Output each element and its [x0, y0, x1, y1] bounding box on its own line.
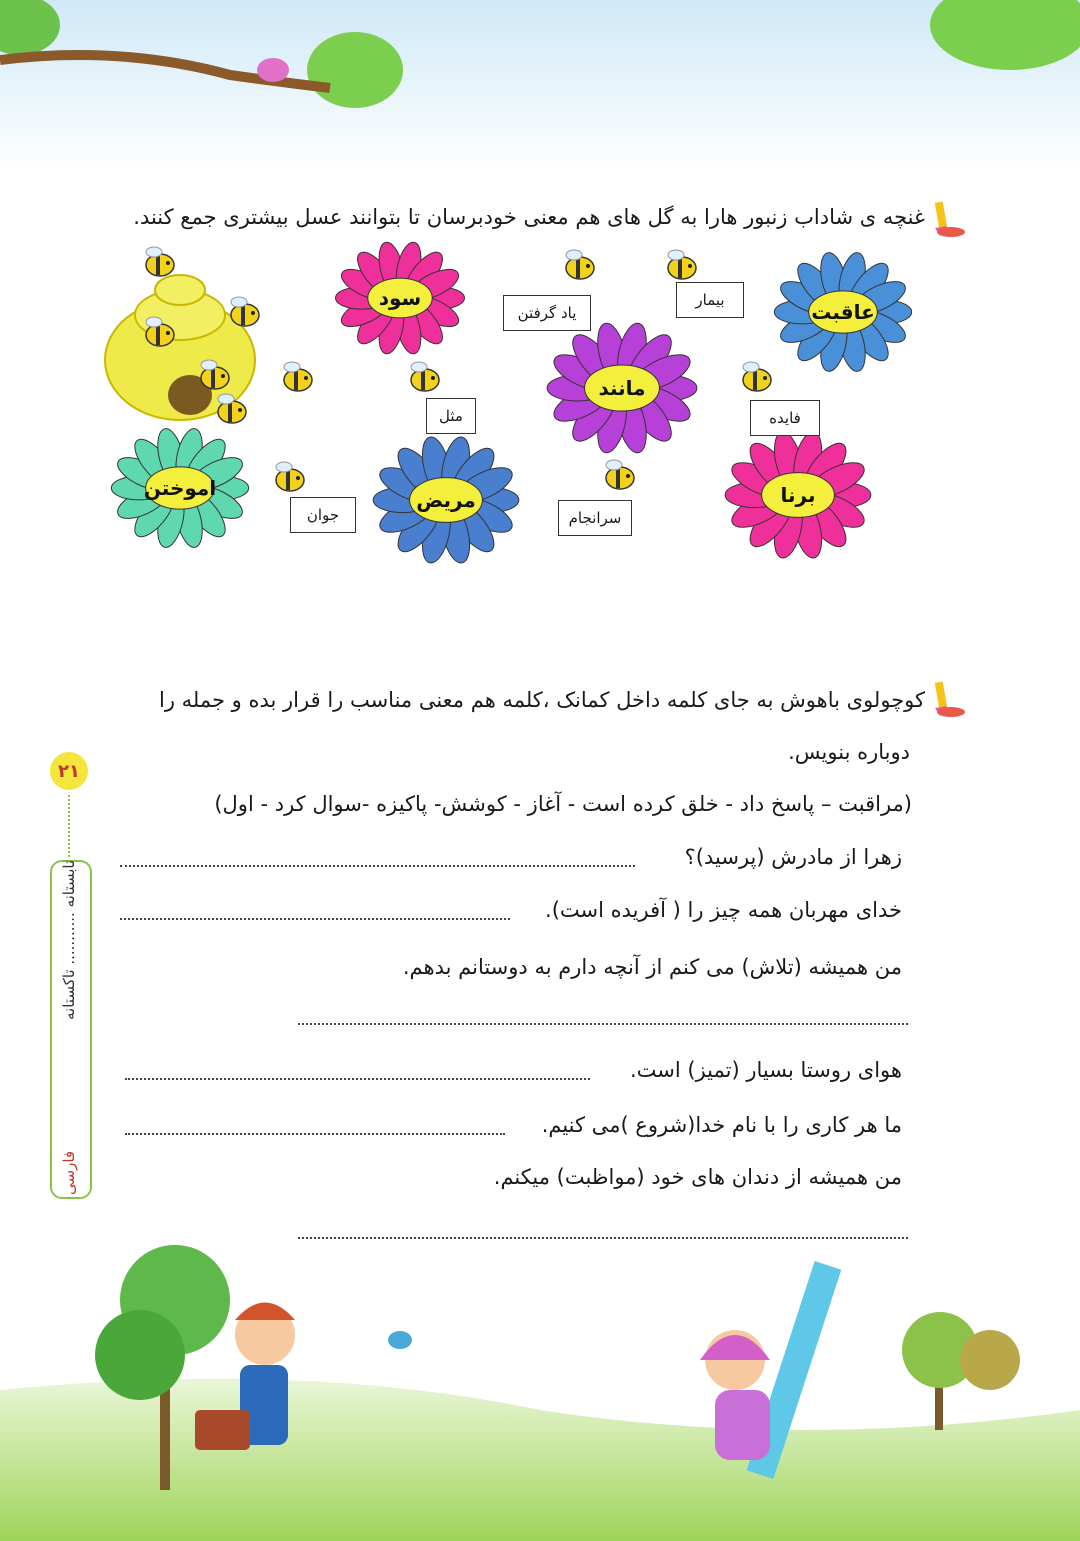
bee-word-box[interactable]: جوان	[290, 497, 356, 533]
answer-line-1[interactable]	[120, 865, 635, 867]
answer-line-4[interactable]	[125, 1078, 590, 1080]
exercise1-instruction: غنچه ی شاداب زنبور هارا به گل های هم معنی خودبرسان تا بتوانند عسل بیشتری جمع کنند.	[133, 205, 925, 229]
sentence-1: زهرا از مادرش (پرسید)؟	[684, 845, 902, 869]
flower-label: برنا	[780, 483, 816, 507]
sentence-2: خدای مهربان همه چیز را ( آفریده است).	[545, 898, 902, 922]
flower[interactable]	[336, 240, 465, 356]
bee-icon	[276, 462, 304, 491]
leaf-cluster-left	[0, 0, 60, 55]
page-number-badge: ۲۱	[50, 752, 88, 790]
exercise2-instruction: کوچولوی باهوش به جای کلمه داخل کمانک ،کلمه هم معنی مناسب را قرار بده و جمله را	[159, 688, 925, 712]
bee-word-box[interactable]: بیمار	[676, 282, 744, 318]
answer-line-2[interactable]	[120, 918, 510, 920]
sidebar-connector	[68, 795, 70, 857]
bee-word-box[interactable]: مثل	[426, 398, 476, 434]
bee-word-box[interactable]: سرانجام	[558, 500, 632, 536]
bee-icon	[218, 394, 246, 423]
flower-label: مانند	[598, 376, 646, 400]
word-bank: (مراقبت – پاسخ داد - خلق کرده است - آغاز - کوشش- پاکیزه -سوال کرد - اول)	[214, 792, 912, 816]
sentence-4: هوای روستا بسیار (تمیز) است.	[630, 1058, 902, 1082]
leaf-cluster-mid	[307, 32, 403, 108]
pencil-icon	[925, 198, 965, 238]
bee-icon	[411, 362, 439, 391]
bee-icon	[284, 362, 312, 391]
sidebar-label: تابستانه ........... تاکستانه	[60, 860, 78, 1021]
sentence-5: ما هر کاری را با نام خدا(شروع )می کنیم.	[541, 1113, 902, 1137]
answer-line-6[interactable]	[298, 1237, 908, 1239]
flower[interactable]	[547, 321, 697, 456]
flower[interactable]	[373, 434, 519, 565]
sidebar-text	[50, 860, 88, 1195]
answer-line-3[interactable]	[298, 1023, 908, 1025]
exercise2-instruction-cont: دوباره بنویس.	[788, 740, 910, 764]
flower-label: مریض	[416, 488, 476, 512]
bird-icon	[257, 58, 289, 82]
flower-label: اموختن	[143, 476, 217, 500]
bee-icon	[566, 250, 594, 279]
bird-icon	[388, 1331, 412, 1349]
flower-label: عاقبت	[811, 300, 875, 324]
branch-bird-illustration	[0, 0, 1080, 170]
flower[interactable]	[111, 426, 248, 550]
bee-word-box[interactable]: یاد گرفتن	[503, 295, 591, 331]
bee-icon	[146, 247, 174, 276]
children-meadow-illustration	[0, 1240, 1080, 1541]
flower[interactable]	[774, 250, 911, 374]
sentence-3: من همیشه (تلاش) می کنم از آنچه دارم به دوستانم بدهم.	[402, 955, 902, 979]
bee-word-box[interactable]: فایده	[750, 400, 820, 436]
bee-icon	[606, 460, 634, 489]
bees-flowers-illustration	[0, 240, 1080, 570]
bee-icon	[668, 250, 696, 279]
answer-line-5[interactable]	[125, 1133, 505, 1135]
flower[interactable]	[725, 429, 871, 560]
tree-top-right	[930, 0, 1080, 70]
sidebar-subject: فارسی	[60, 1150, 78, 1195]
flower-label: سود	[378, 286, 422, 310]
bee-icon	[231, 297, 259, 326]
sentence-6: من همیشه از دندان های خود (مواظبت) میکنم.	[493, 1165, 902, 1189]
bee-icon	[743, 362, 771, 391]
pencil-icon	[925, 678, 965, 718]
